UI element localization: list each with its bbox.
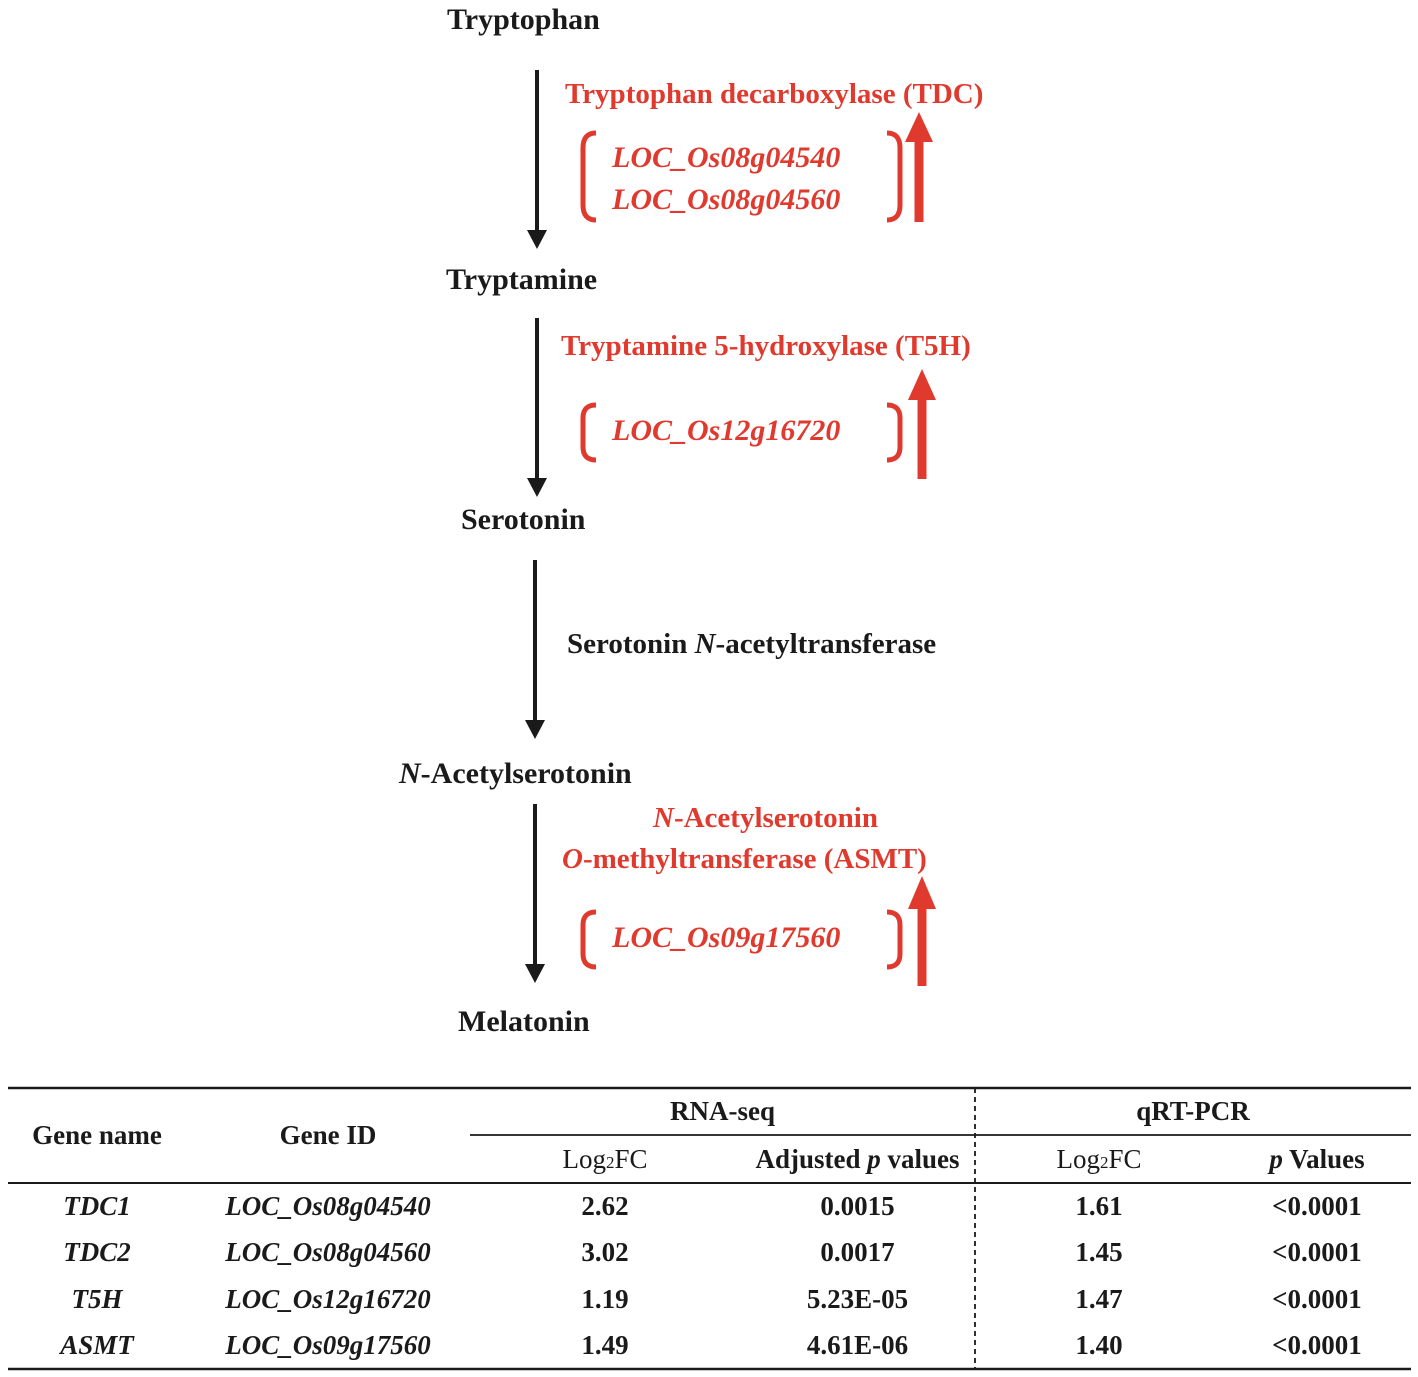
cell-qrtpcr-log2fc: 1.61 (1075, 1190, 1123, 1221)
enzyme-name-a: Serotonin (567, 628, 695, 660)
gene-asmt: LOC_Os09g17560 (612, 921, 841, 954)
enzyme-tdc: Tryptophan decarboxylase (TDC) (565, 78, 984, 110)
header-qrtpcr-p (1223, 1135, 1411, 1183)
enzyme-name-c: -acetyltransferase (715, 628, 937, 660)
enzyme-name: -methyltransferase (ASMT) (582, 843, 927, 875)
t5h-upregulated-arrow-icon (908, 369, 936, 479)
arrow-acetylserotonin-to-melatonin (525, 804, 545, 983)
cell-gene-name: ASMT (60, 1330, 134, 1360)
table-row (8, 1183, 1411, 1229)
cell-rnaseq-p: 0.0017 (820, 1237, 895, 1267)
p-italic: p (1269, 1143, 1283, 1174)
cell-rnaseq-p: 4.61E-06 (806, 1330, 909, 1360)
table-row (8, 1229, 1411, 1276)
log2fc-subscript: 2 (1099, 1152, 1109, 1172)
table-row (8, 1322, 1411, 1369)
enzyme-asmt-line2 (562, 843, 927, 876)
gene-t5h: LOC_Os12g16720 (612, 414, 841, 447)
enzyme-asmt-line1 (653, 802, 878, 835)
cell-rnaseq-p: 0.0015 (820, 1190, 895, 1221)
cell-qrtpcr-log2fc: 1.45 (1075, 1237, 1123, 1267)
asmt-upregulated-arrow-icon (908, 876, 936, 986)
metabolite-n-acetylserotonin (399, 757, 632, 791)
metabolite-tryptophan: Tryptophan (447, 3, 600, 36)
adj-p-italic: p (867, 1143, 881, 1174)
arrow-tryptamine-to-serotonin (527, 318, 547, 497)
enzyme-name: -Acetylserotonin (673, 802, 878, 834)
cell-rnaseq-log2fc: 3.02 (581, 1237, 629, 1267)
gene-tdc1: LOC_Os08g04540 (612, 141, 841, 174)
log2fc-text-b: FC (1108, 1143, 1142, 1174)
cell-rnaseq-log2fc: 1.19 (581, 1283, 629, 1314)
italic-prefix: O (562, 843, 583, 875)
cell-gene-name: TDC2 (63, 1237, 131, 1267)
metabolite-melatonin: Melatonin (458, 1005, 590, 1038)
table-row (8, 1276, 1411, 1322)
metabolite-tryptamine: Tryptamine (446, 263, 598, 296)
header-rnaseq: RNA-seq (670, 1096, 775, 1126)
adj-p-text: Adjusted (755, 1143, 868, 1174)
header-rnaseq-adjusted-p (740, 1135, 975, 1183)
enzyme-t5h: Tryptamine 5-hydroxylase (T5H) (561, 330, 971, 362)
cell-qrtpcr-log2fc: 1.40 (1075, 1330, 1123, 1360)
cell-gene-id: LOC_Os08g04560 (225, 1237, 431, 1267)
arrow-tryptophan-to-tryptamine (527, 70, 547, 249)
header-qrtpcr: qRT-PCR (1136, 1096, 1250, 1126)
metabolite-name: -Acetylserotonin (420, 757, 632, 790)
cell-rnaseq-log2fc: 1.49 (581, 1330, 629, 1360)
cell-rnaseq-p: 5.23E-05 (806, 1283, 909, 1314)
expression-table (8, 1088, 1411, 1369)
italic-prefix: N (694, 628, 716, 660)
cell-qrtpcr-p: <0.0001 (1272, 1330, 1362, 1360)
cell-rnaseq-log2fc: 2.62 (581, 1190, 629, 1221)
header-qrtpcr-log2fc (975, 1135, 1223, 1183)
cell-gene-id: LOC_Os12g16720 (225, 1283, 431, 1314)
arrow-serotonin-to-acetylserotonin (525, 560, 545, 739)
tdc-upregulated-arrow-icon (905, 112, 933, 222)
header-gene-id: Gene ID (279, 1120, 377, 1150)
italic-prefix: N (399, 757, 421, 790)
cell-gene-id: LOC_Os09g17560 (225, 1330, 431, 1360)
cell-qrtpcr-p: <0.0001 (1272, 1283, 1362, 1314)
cell-qrtpcr-p: <0.0001 (1272, 1237, 1362, 1267)
cell-qrtpcr-log2fc: 1.47 (1075, 1283, 1123, 1314)
metabolite-serotonin: Serotonin (461, 503, 586, 536)
log2fc-text-b: FC (614, 1143, 648, 1174)
header-gene-name: Gene name (32, 1120, 162, 1150)
cell-gene-name: T5H (71, 1283, 123, 1314)
cell-gene-name: TDC1 (63, 1190, 131, 1221)
log2fc-text: Log (562, 1143, 606, 1174)
cell-gene-id: LOC_Os08g04540 (225, 1190, 431, 1221)
enzyme-snat (567, 628, 936, 661)
header-rnaseq-log2fc (470, 1135, 740, 1183)
log2fc-subscript: 2 (605, 1152, 615, 1172)
p-text: Values (1282, 1143, 1365, 1174)
italic-prefix: N (653, 802, 674, 834)
cell-qrtpcr-p: <0.0001 (1272, 1190, 1362, 1221)
gene-tdc2: LOC_Os08g04560 (612, 183, 841, 216)
log2fc-text: Log (1056, 1143, 1100, 1174)
adj-p-text-c: values (880, 1143, 960, 1174)
